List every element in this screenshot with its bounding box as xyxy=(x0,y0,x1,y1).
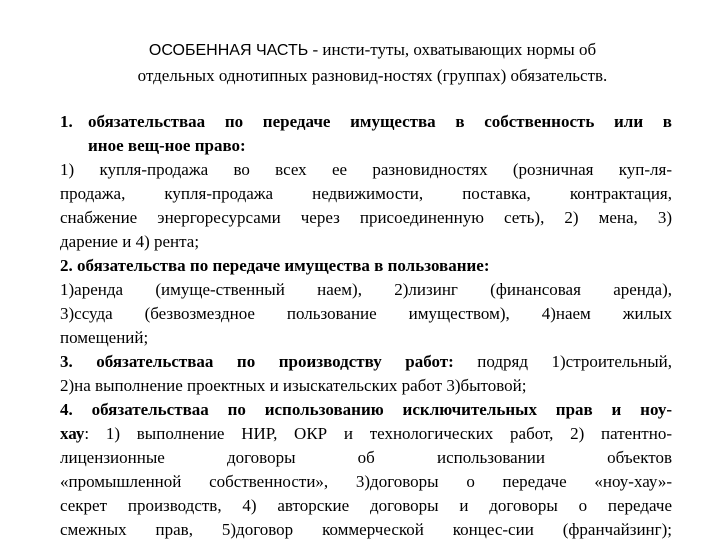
title-line-2: отдельных однотипных разновид-ностях (группах) обязательств. xyxy=(137,66,608,85)
section-3-line-2: 2)на выполнение проектных и изыскательских работ 3)бытовой; xyxy=(60,376,527,395)
title-rest: - инсти-туты, охватывающих нормы об xyxy=(308,40,597,59)
section-1-line-3: снабжение энергоресурсами через присоединенную сеть), 2) мена, 3) xyxy=(60,208,672,227)
section-1-line-4: дарение и 4) рента; xyxy=(60,232,200,251)
section-4-line-2 xyxy=(60,422,672,446)
section-4-heading-end: хау xyxy=(60,424,85,443)
section-4-line-5: секрет производств, 4) авторские договоры и договоры о передаче xyxy=(60,496,672,515)
section-3-heading: 3. обязательстваа по производству работ: xyxy=(60,352,454,371)
section-3-line-1 xyxy=(60,350,672,374)
section-2-line-3: помещений; xyxy=(60,328,149,347)
section-2-heading: 2. обязательства по передаче имущества в пользование: xyxy=(60,256,490,275)
section-1-line-1: 1) купля-продажа во всех ее разновидностях (розничная куп-ля- xyxy=(60,160,672,179)
section-1-line-2: продажа, купля-продажа недвижимости, поставка, контрактация, xyxy=(60,184,672,203)
section-2-line-2: 3)ссуда (безвозмездное пользование имуществом), 4)наем жилых xyxy=(60,304,672,323)
title-heading: ОСОБЕННАЯ ЧАСТЬ xyxy=(148,42,309,59)
section-3-rest: подряд 1)строительный, xyxy=(453,352,672,371)
section-4-line-4: «промышленной собственности», 3)договоры о передаче «ноу-хау»- xyxy=(60,472,672,491)
section-1-heading-text: обязательстваа по передаче имущества в собственность или в xyxy=(88,112,672,131)
section-4-line-6: смежных прав, 5)договор коммерческой концес-сии (франчайзинг); xyxy=(60,520,672,539)
section-1-heading-line-2: иное вещ-ное право: xyxy=(88,136,246,155)
section-4-line-3: лицензионные договоры об использовании объектов xyxy=(60,448,672,467)
title-line-1 xyxy=(60,37,685,63)
section-1-heading-line-1 xyxy=(60,110,672,134)
section-4-heading-line-1: 4. обязательстваа по использованию исключительных прав и ноу- xyxy=(60,400,672,419)
slide-title xyxy=(60,37,685,88)
section-1-number: 1. xyxy=(60,112,73,131)
section-2-line-1: 1)аренда (имуще-ственный наем), 2)лизинг (финансовая аренда), xyxy=(60,280,672,299)
section-4-rest: : 1) выполнение НИР, ОКР и технологических работ, 2) патентно- xyxy=(84,424,672,443)
slide-body xyxy=(60,110,672,540)
